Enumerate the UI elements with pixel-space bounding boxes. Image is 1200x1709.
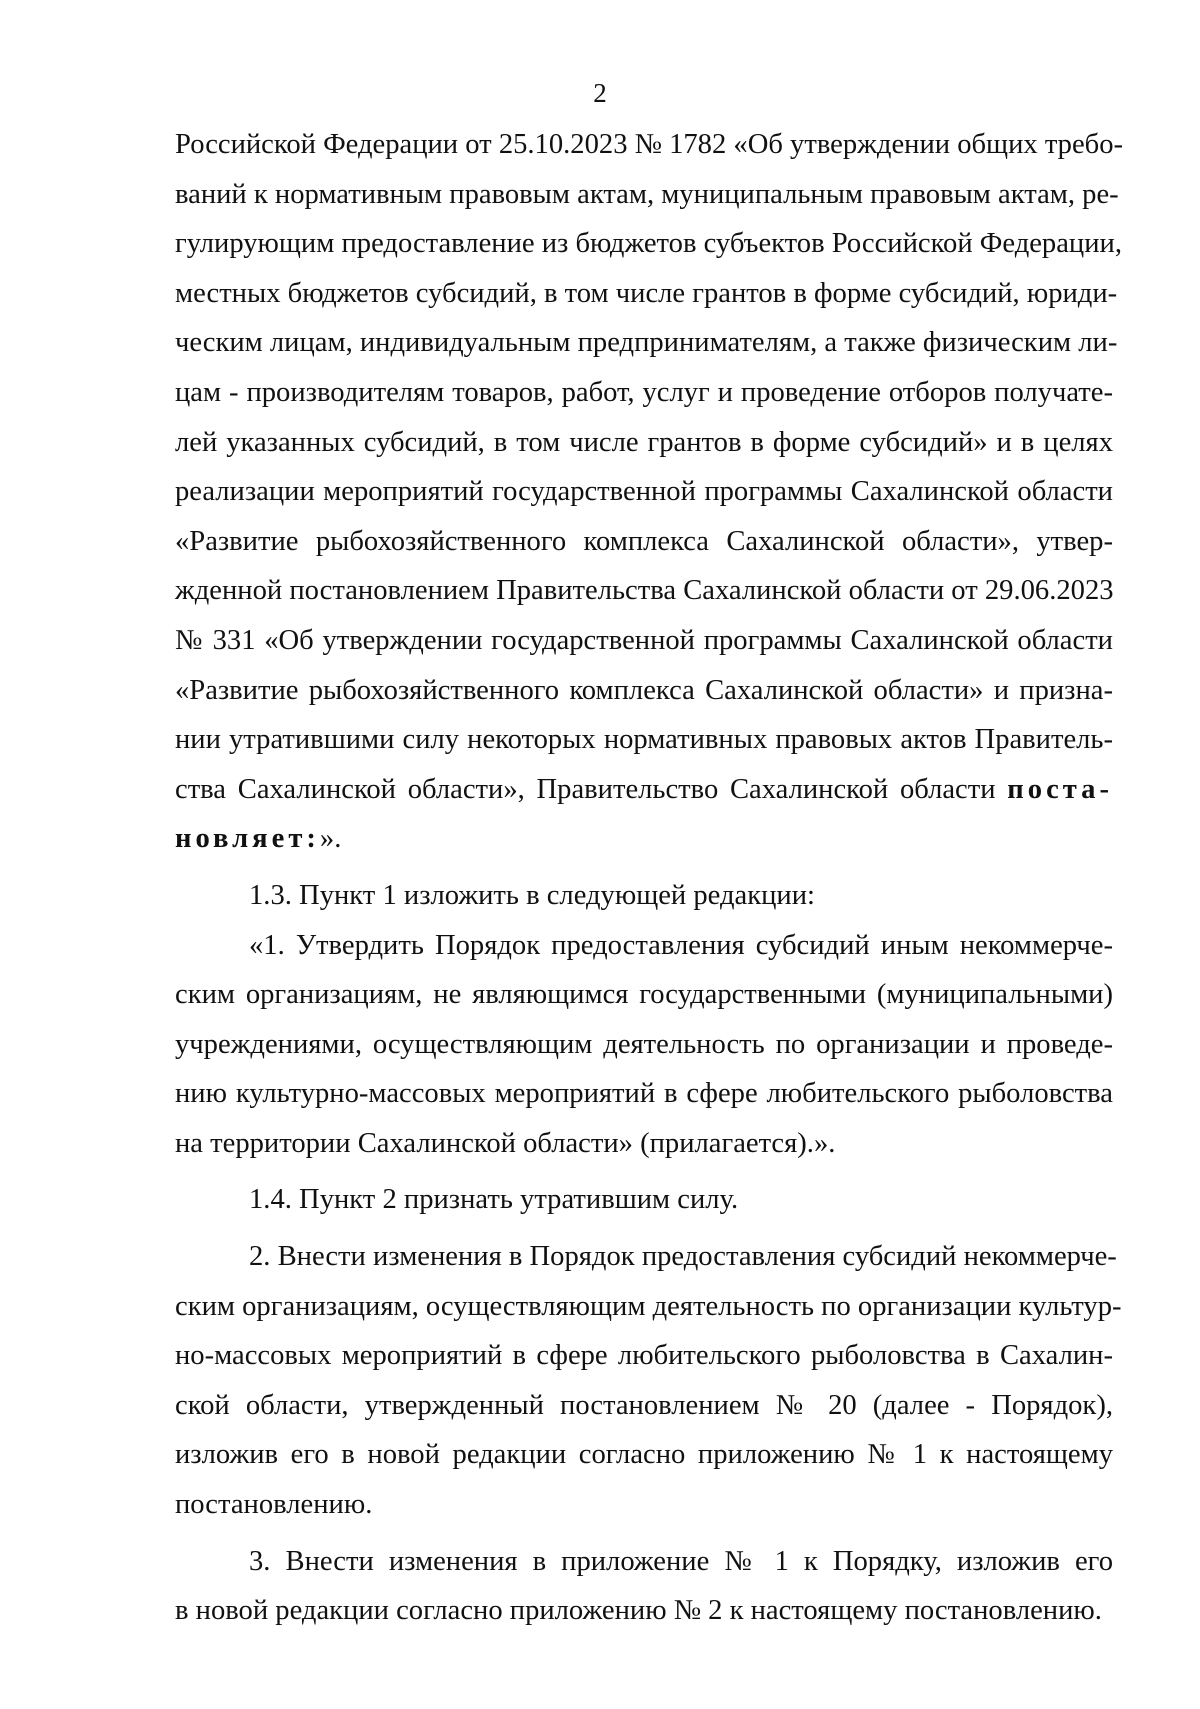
text-line: жденной постановлением Правительства Сахалинской области от 29.06.2023 xyxy=(175,575,1114,607)
text-line: реализации мероприятий государственной программы Сахалинской области xyxy=(175,476,1113,508)
page-number: 2 xyxy=(593,78,607,108)
text-line: ваний к нормативным правовым актам, муниципальным правовым актам, ре- xyxy=(175,178,1119,210)
text-line: № 331 «Об утверждении государственной программы Сахалинской области xyxy=(175,624,1113,656)
text-line: гулирующим предоставление из бюджетов субъектов Российской Федерации, xyxy=(175,228,1122,260)
text-line: «Развитие рыбохозяйственного комплекса Сахалинской области» и призна- xyxy=(175,674,1113,706)
text-line: но-массовых мероприятий в сфере любительского рыболовства в Сахалин- xyxy=(175,1340,1113,1372)
emphasis-word: поста- xyxy=(1007,773,1113,805)
text-line: цам - производителям товаров, работ, услуг и проведение отборов получате- xyxy=(175,376,1113,408)
text-line: 3. Внести изменения в приложение № 1 к Порядку, изложив его xyxy=(249,1545,1113,1577)
text-line-with-emphasis xyxy=(175,765,1113,815)
paragraph-gap xyxy=(175,1530,1113,1537)
text-line: 1.3. Пункт 1 изложить в следующей редакции: xyxy=(249,879,815,911)
text-line: 1.4. Пункт 2 признать утратившим силу. xyxy=(249,1184,739,1216)
emphasis-word: новляет: xyxy=(175,823,320,855)
paragraph-gap xyxy=(175,1168,1113,1175)
text-line: ским организациям, осуществляющим деятельность по организации культур- xyxy=(175,1290,1122,1322)
text-line: местных бюджетов субсидий, в том числе грантов в форме субсидий, юриди- xyxy=(175,277,1118,309)
text-line: «1. Утвердить Порядок предоставления субсидий иным некоммерче- xyxy=(249,929,1113,961)
text-line: ской области, утвержденный постановлением № 20 (далее - Порядок), xyxy=(175,1389,1113,1421)
text-line: нию культурно-массовых мероприятий в сфере любительского рыболовства xyxy=(175,1078,1113,1110)
text-line: 2. Внести изменения в Порядок предоставления субсидий некоммерче- xyxy=(249,1241,1117,1273)
text-segment: ства Сахалинской области», Правительство Сахалинской области xyxy=(175,773,996,805)
paragraph-gap xyxy=(175,1225,1113,1232)
text-line: «Развитие рыбохозяйственного комплекса Сахалинской области», утвер- xyxy=(175,525,1113,557)
text-line-with-emphasis xyxy=(175,814,1113,864)
text-line: лей указанных субсидий, в том числе грантов в форме субсидий» и в целях xyxy=(175,426,1113,458)
paragraph-gap xyxy=(175,864,1113,871)
text-line: изложив его в новой редакции согласно приложению № 1 к настоящему xyxy=(175,1439,1113,1471)
text-line: нии утратившими силу некоторых нормативных правовых актов Правитель- xyxy=(175,724,1113,756)
text-line: учреждениями, осуществляющим деятельность по организации и проведе- xyxy=(175,1028,1113,1060)
text-line: ческим лицам, индивидуальным предпринимателям, а также физическим ли- xyxy=(175,327,1118,359)
text-line: постановлению. xyxy=(175,1489,373,1521)
text-line: ским организациям, не являющимся государственными (муниципальными) xyxy=(175,979,1113,1011)
text-line: Российской Федерации от 25.10.2023 № 1782 «Об утверждении общих требо- xyxy=(175,129,1124,160)
text-segment: ». xyxy=(319,823,342,855)
text-line: в новой редакции согласно приложению № 2 к настоящему постановлению. xyxy=(175,1595,1102,1627)
document-body xyxy=(175,120,1124,1636)
text-line: на территории Сахалинской области» (прилагается).». xyxy=(175,1127,836,1159)
